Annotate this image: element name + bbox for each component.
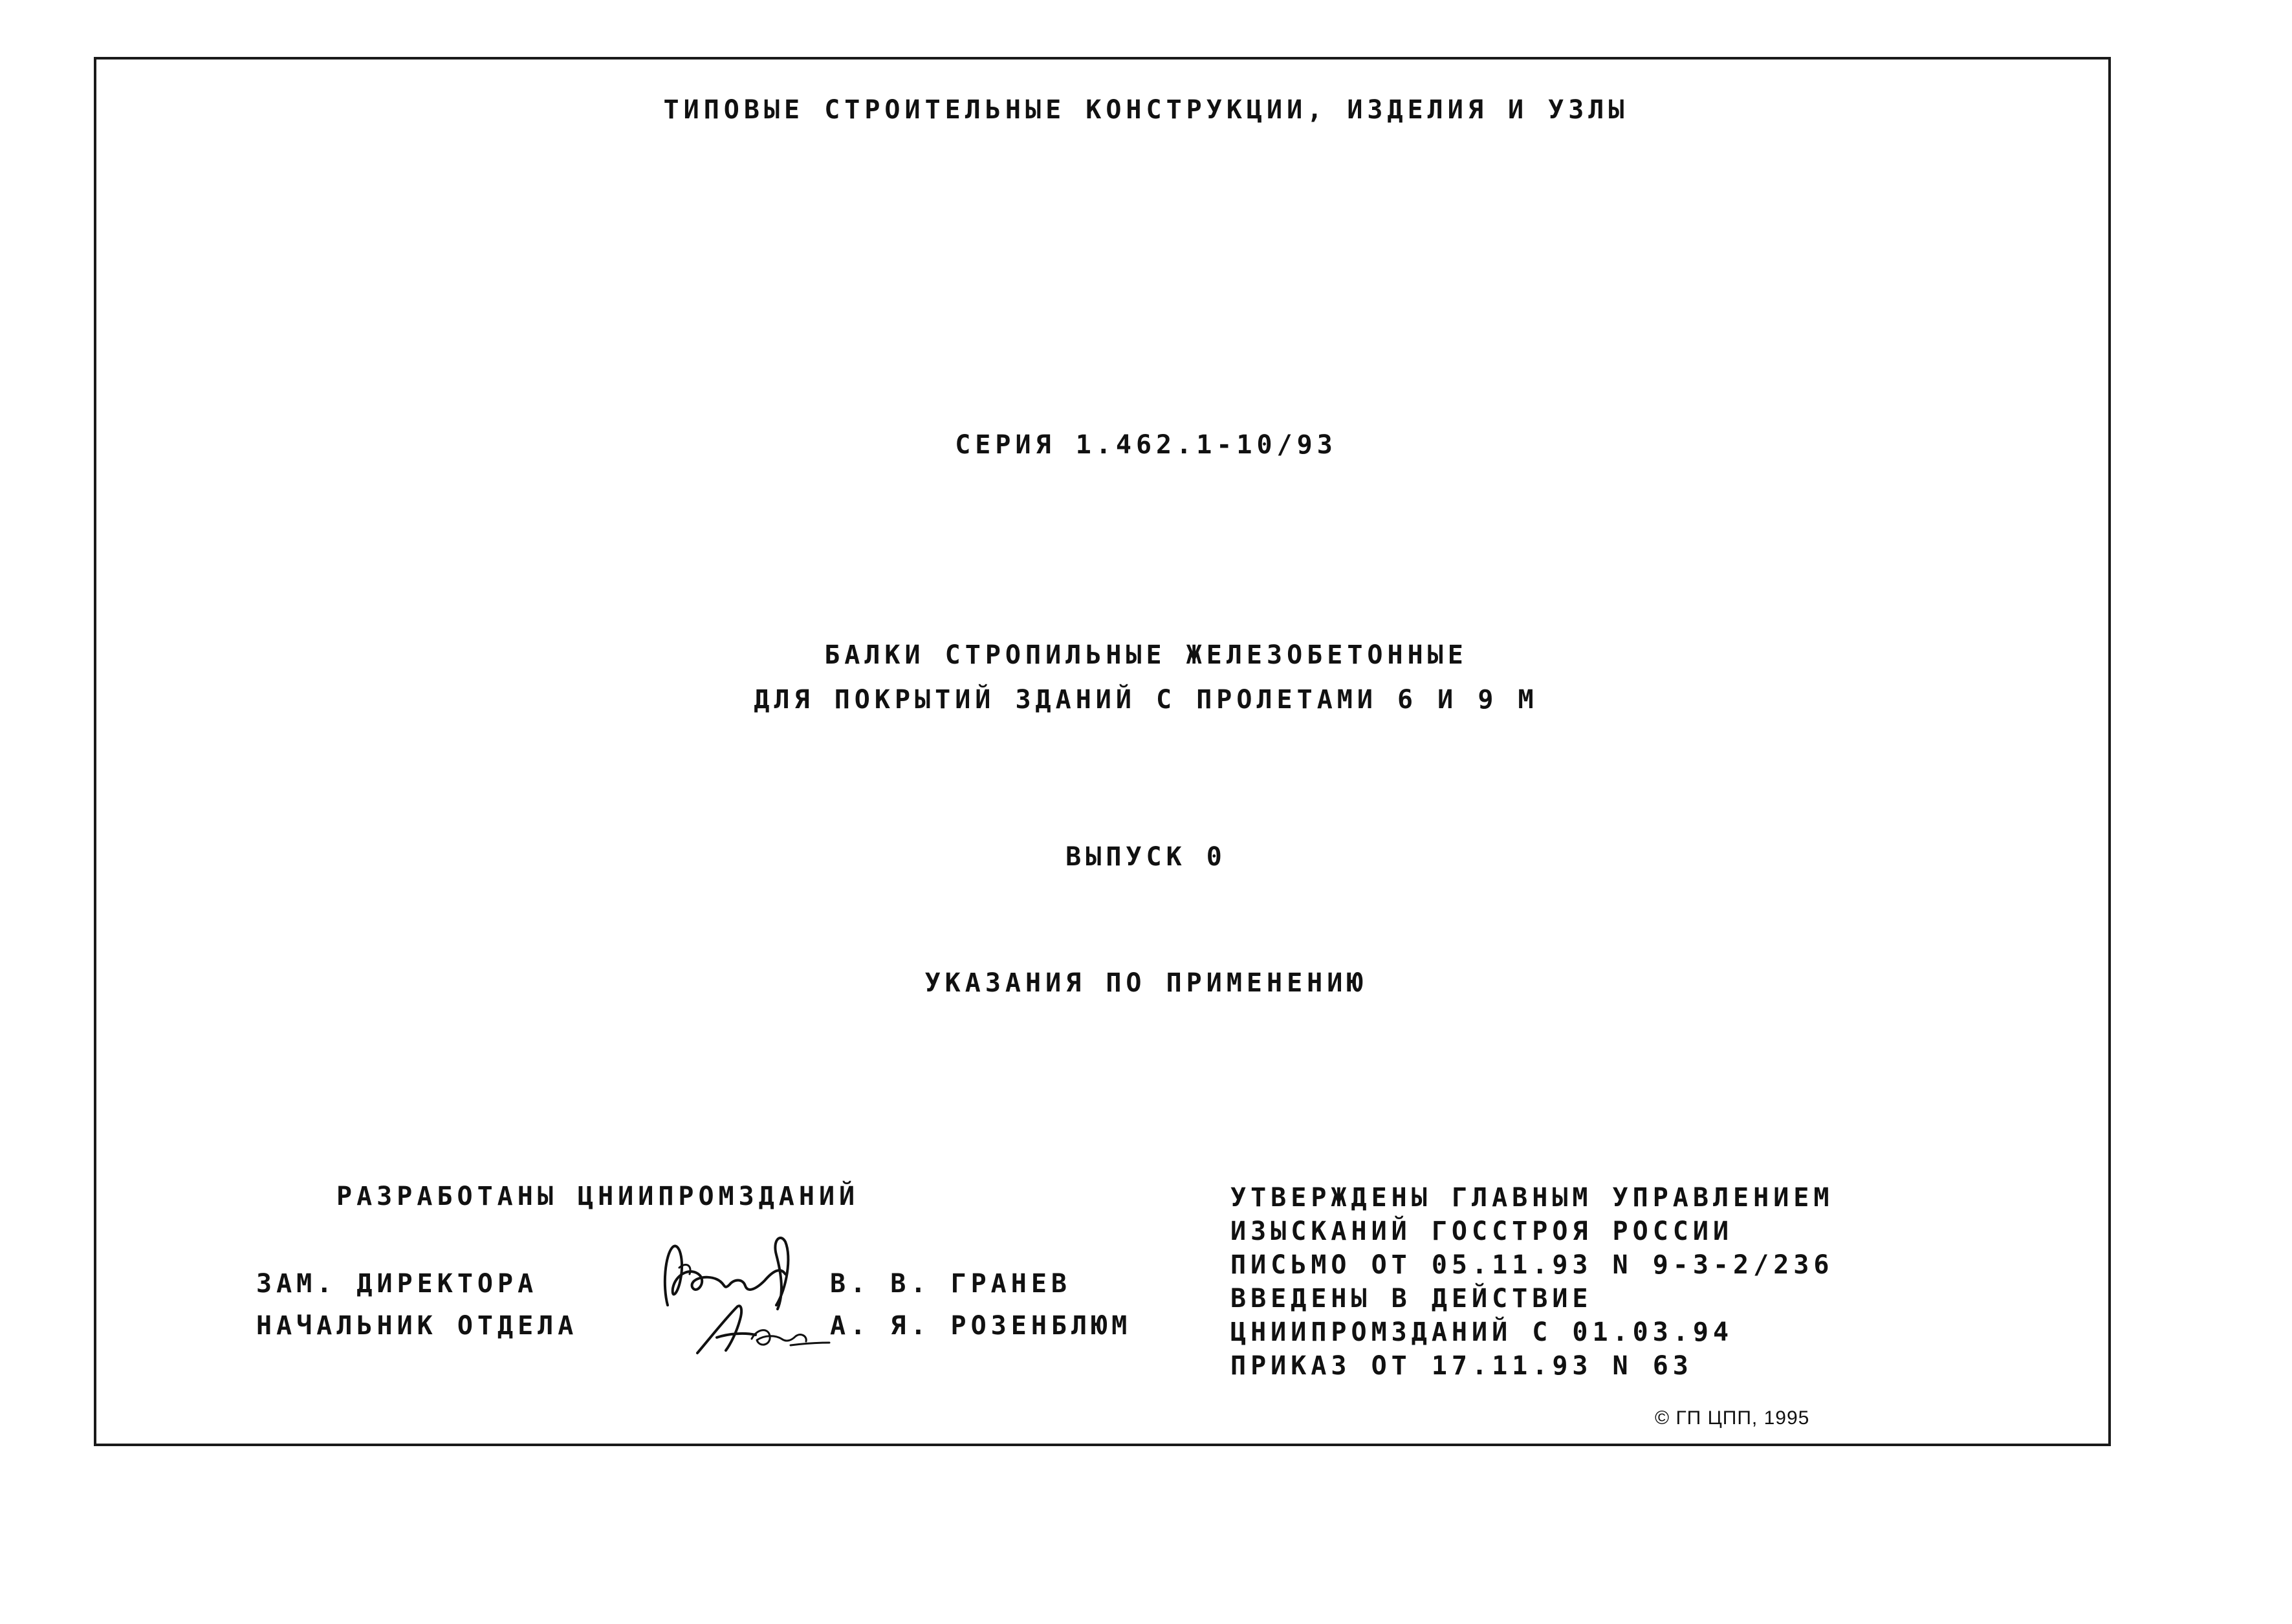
developer-organization: РАЗРАБОТАНЫ ЦНИИПРОМЗДАНИЙ <box>336 1182 860 1211</box>
approval-line: ИЗЫСКАНИЙ ГОССТРОЯ РОССИИ <box>1230 1217 1734 1246</box>
document-subject: УКАЗАНИЯ ПО ПРИМЕНЕНИЮ <box>924 968 1368 998</box>
approval-line: УТВЕРЖДЕНЫ ГЛАВНЫМ УПРАВЛЕНИЕМ <box>1230 1183 1834 1213</box>
sheet-frame <box>94 57 2111 1446</box>
department-head-name: А. Я. РОЗЕНБЛЮМ <box>830 1311 1132 1341</box>
approval-line: ВВЕДЕНЫ В ДЕЙСТВИЕ <box>1230 1284 1593 1314</box>
department-head-title: НАЧАЛЬНИК ОТДЕЛА <box>256 1311 578 1341</box>
department-head-signature <box>692 1300 835 1358</box>
deputy-director-name: В. В. ГРАНЕВ <box>830 1269 1071 1299</box>
deputy-director-title: ЗАМ. ДИРЕКТОРА <box>256 1269 538 1299</box>
copyright-notice: © ГП ЦПП, 1995 <box>1655 1407 1810 1429</box>
approval-line: ПРИКАЗ ОТ 17.11.93 N 63 <box>1230 1351 1693 1381</box>
approval-line: ЦНИИПРОМЗДАНИЙ С 01.03.94 <box>1230 1317 1734 1347</box>
product-title-line-2: ДЛЯ ПОКРЫТИЙ ЗДАНИЙ С ПРОЛЕТАМИ 6 И 9 М <box>754 685 1538 715</box>
series-number: СЕРИЯ 1.462.1-10/93 <box>955 430 1337 460</box>
issue-number: ВЫПУСК 0 <box>1065 842 1227 872</box>
series-collection-title: ТИПОВЫЕ СТРОИТЕЛЬНЫЕ КОНСТРУКЦИИ, ИЗДЕЛИЯ И УЗЛЫ <box>663 95 1629 125</box>
product-title-line-1: БАЛКИ СТРОПИЛЬНЫЕ ЖЕЛЕЗОБЕТОННЫЕ <box>824 640 1468 670</box>
approval-line: ПИСЬМО ОТ 05.11.93 N 9-3-2/236 <box>1230 1250 1834 1280</box>
